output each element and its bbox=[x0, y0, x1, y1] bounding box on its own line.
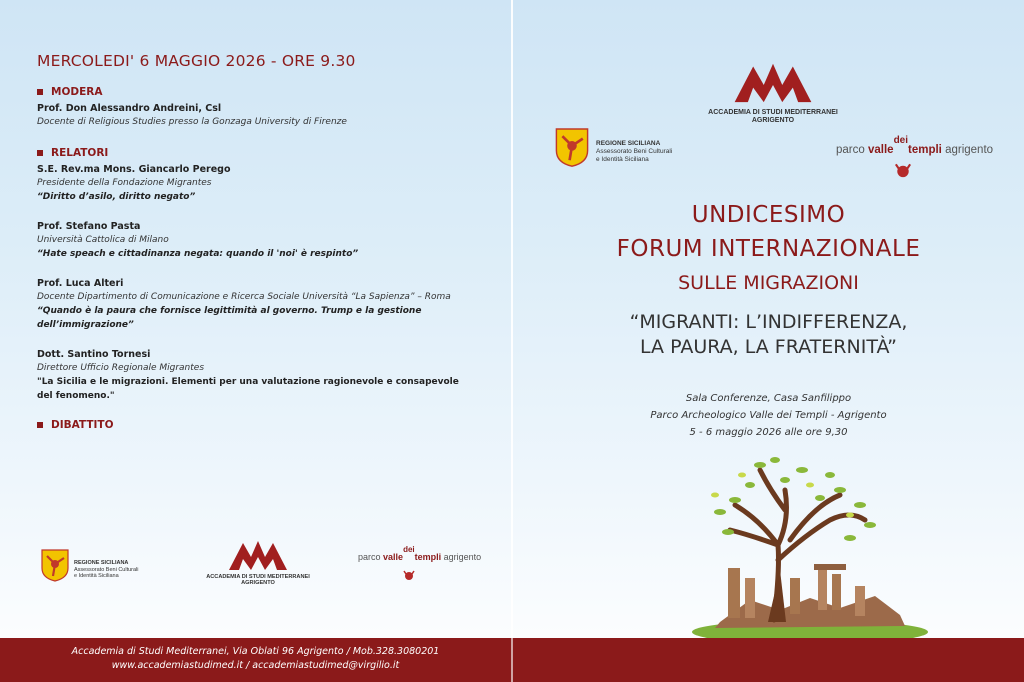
speakers-heading bbox=[37, 147, 477, 159]
speaker-talk-title: "La Sicilia e le migrazioni. Elementi per una valutazione ragionevole e consapevole del fenomeno." bbox=[37, 377, 459, 401]
forum-title-line3: SULLE MIGRAZIONI bbox=[678, 272, 859, 294]
venue-info bbox=[513, 390, 1024, 441]
park-word-dei: dei bbox=[893, 135, 909, 146]
footer-fold-divider bbox=[511, 638, 513, 682]
park-logo bbox=[836, 135, 994, 156]
park-logo-small bbox=[358, 545, 482, 562]
region-dept-2: e Identità Siciliana bbox=[74, 573, 119, 580]
moderator-role: Docente di Religious Studies presso la Gonzaga University di Firenze bbox=[37, 117, 347, 127]
sicily-emblem-icon bbox=[40, 548, 70, 582]
region-dept-2: e Identità Siciliana bbox=[596, 155, 649, 163]
footer-contact bbox=[0, 645, 511, 673]
square-bullet-icon bbox=[37, 422, 43, 428]
forum-title-line2: FORUM INTERNAZIONALE bbox=[616, 236, 921, 262]
moderator-heading-label: MODERA bbox=[51, 86, 103, 98]
academy-name: ACCADEMIA DI STUDI MEDITERRANEI bbox=[708, 109, 838, 116]
forum-title-line1: UNDICESIMO bbox=[691, 202, 846, 228]
speaker-entry bbox=[37, 348, 477, 403]
region-name: REGIONE SICILIANA bbox=[74, 560, 129, 566]
square-bullet-icon bbox=[37, 150, 43, 156]
park-word-templi: templi bbox=[908, 144, 942, 156]
moderator-heading bbox=[37, 86, 477, 98]
speaker-role: Docente Dipartimento di Comunicazione e Ricerca Sociale Università “La Sapienza” – Roma bbox=[37, 292, 451, 302]
park-word-parco: parco bbox=[358, 552, 381, 562]
moderator-name: Prof. Don Alessandro Andreini, Csl bbox=[37, 103, 222, 114]
speakers-heading-label: RELATORI bbox=[51, 147, 109, 159]
footer-bar bbox=[0, 638, 1024, 682]
debate-heading-label: DIBATTITO bbox=[51, 419, 114, 431]
moderator-entry bbox=[37, 102, 477, 129]
venue-dates: 5 - 6 maggio 2026 alle ore 9,30 bbox=[689, 427, 848, 438]
academy-city: AGRIGENTO bbox=[751, 117, 795, 125]
debate-heading bbox=[37, 419, 477, 431]
speaker-role: Presidente della Fondazione Migrantes bbox=[37, 178, 212, 188]
speaker-talk-title: “Hate speach e cittadinanza negata: quando il 'noi' è respinto” bbox=[37, 249, 359, 259]
speaker-name: Dott. Santino Tornesi bbox=[37, 349, 151, 360]
speaker-entry bbox=[37, 220, 477, 261]
park-word-valle: valle bbox=[383, 552, 404, 562]
speaker-role: Direttore Ufficio Regionale Migrantes bbox=[37, 363, 205, 373]
crab-icon bbox=[893, 160, 913, 180]
academy-emblem-icon bbox=[227, 537, 289, 571]
academy-logo-small bbox=[198, 537, 318, 587]
park-word-parco: parco bbox=[836, 144, 865, 156]
park-word-agrigento: agrigento bbox=[443, 552, 482, 562]
speaker-name: S.E. Rev.ma Mons. Giancarlo Perego bbox=[37, 164, 231, 175]
speaker-talk-title: “Diritto d’asilo, diritto negato” bbox=[37, 192, 196, 202]
speaker-role: Università Cattolica di Milano bbox=[37, 235, 169, 245]
park-word-dei: dei bbox=[403, 545, 415, 554]
academy-logo bbox=[700, 58, 846, 125]
park-word-valle: valle bbox=[867, 144, 894, 156]
sicily-emblem-icon bbox=[554, 126, 590, 168]
venue-hall: Sala Conferenze, Casa Sanfilippo bbox=[685, 393, 852, 404]
footer-address: Accademia di Studi Mediterranei, Via Oblati 96 Agrigento / Mob.328.3080201 bbox=[71, 646, 440, 657]
program-panel bbox=[37, 52, 477, 435]
forum-subtitle-line1: “MIGRANTI: L’INDIFFERENZA, bbox=[629, 311, 908, 333]
forum-subtitle-line2: LA PAURA, LA FRATERNITÀ” bbox=[640, 336, 897, 358]
academy-emblem-icon bbox=[732, 58, 814, 104]
crab-icon bbox=[402, 568, 416, 582]
speaker-entry bbox=[37, 277, 477, 332]
region-logo-small bbox=[40, 548, 139, 582]
tree-ruins-illustration bbox=[690, 450, 930, 640]
speaker-talk-title: “Quando è la paura che fornisce legittimità al governo. Trump e la gestione dell’immigrazione” bbox=[37, 306, 422, 330]
region-dept: Assessorato Beni Culturali bbox=[596, 147, 673, 155]
region-name: REGIONE SICILIANA bbox=[596, 140, 661, 147]
speaker-name: Prof. Stefano Pasta bbox=[37, 221, 141, 232]
park-word-templi: templi bbox=[414, 552, 442, 562]
square-bullet-icon bbox=[37, 89, 43, 95]
region-logo bbox=[554, 126, 672, 168]
footer-web-email: www.accademiastudimed.it / accademiastudimed@virgilio.it bbox=[111, 660, 400, 671]
venue-park: Parco Archeologico Valle dei Templi - Agrigento bbox=[650, 410, 887, 421]
speaker-name: Prof. Luca Alteri bbox=[37, 278, 124, 289]
park-word-agrigento: agrigento bbox=[945, 144, 994, 156]
academy-name: ACCADEMIA DI STUDI MEDITERRANEI bbox=[206, 574, 310, 580]
academy-city: AGRIGENTO bbox=[241, 580, 275, 587]
event-date-line: MERCOLEDI' 6 MAGGIO 2026 - ORE 9.30 bbox=[37, 52, 356, 70]
speaker-entry bbox=[37, 163, 477, 204]
region-dept: Assessorato Beni Culturali bbox=[74, 566, 139, 573]
